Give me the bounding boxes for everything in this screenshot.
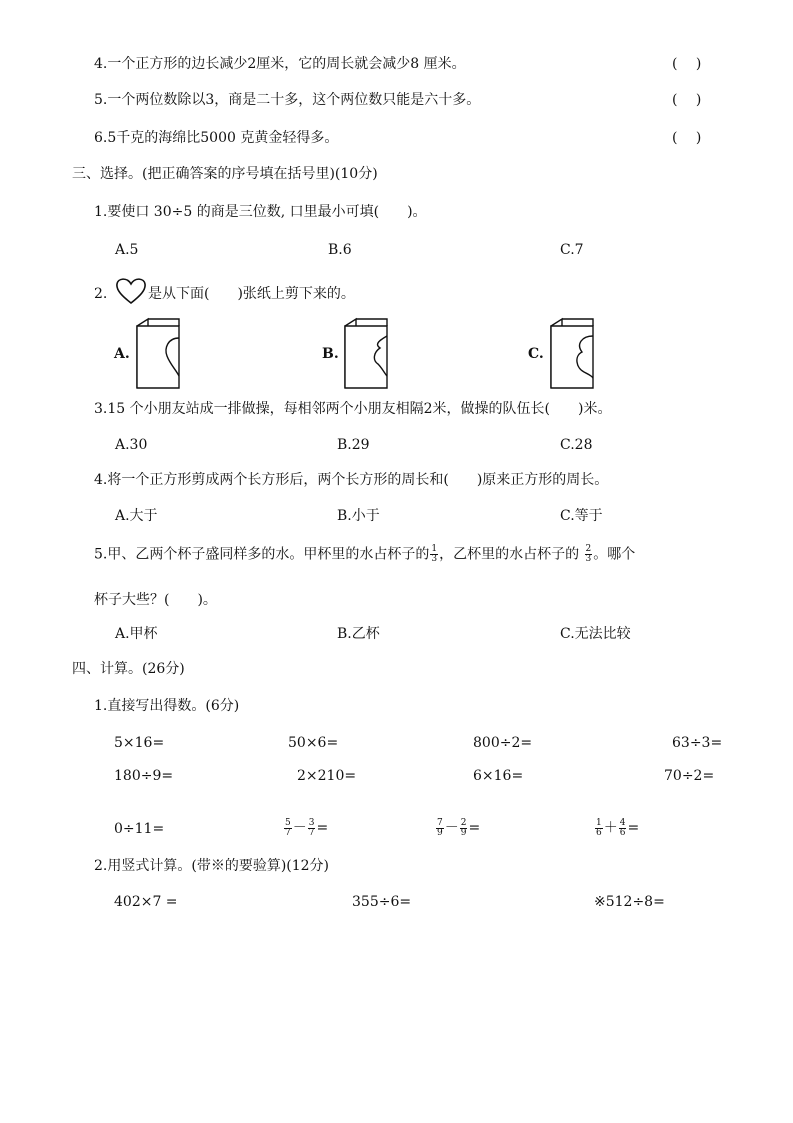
folded-paper-a-icon [132,316,184,390]
choice-q2-number: 2. [94,286,108,302]
vertical-calc-item: ※512÷8= [594,894,665,910]
choice-q5-stem-part2: ，乙杯里的水占杯子的 [439,546,580,563]
choice-q4-option-b: B.小于 [337,508,380,524]
calc-item: 63÷3= [672,735,723,751]
calc-sub2-title: 2.用竖式计算。(带※的要验算)(12分) [94,858,330,874]
section4-title: 四、计算。(26分) [72,661,185,677]
calc-item: 50×6= [288,735,339,751]
choice-q2-option-b-label: B. [322,346,339,362]
vertical-calc-item: 402×7 = [114,894,178,910]
judge-q4-answer-paren[interactable]: ( ) [672,56,702,72]
judge-q6-answer-paren[interactable]: ( ) [672,130,702,146]
calc-item: 2×210= [297,768,357,784]
folded-paper-c-icon [546,316,598,390]
vertical-calc-item: 355÷6= [352,894,412,910]
fraction-two-thirds: $\frac{2}{3}$ [585,544,592,564]
calc-item: 70÷2= [664,768,715,784]
choice-q1-option-b: B.6 [328,242,352,258]
choice-q2-option-c-label: C. [528,346,544,362]
choice-q5-stem-line2: 杯子大些？( )。 [94,592,217,608]
judge-q5-text: 5.一个两位数除以3，商是二十多，这个两位数只能是六十多。 [94,92,481,108]
judge-q4-text: 4.一个正方形的边长减少2厘米，它的周长就会减少8 厘米。 [94,56,466,72]
calc-item: 800÷2= [473,735,533,751]
choice-q5-stem-part1: 5.甲、乙两个杯子盛同样多的水。甲杯里的水占杯子的 [94,546,430,563]
choice-q1-stem: 1.要使口 30÷5 的商是三位数, 口里最小可填( )。 [94,204,427,220]
folded-paper-b-icon [340,316,392,390]
calc-item: 6×16= [473,768,524,784]
choice-q5-option-a: A.甲杯 [115,626,158,642]
calc-sub1-title: 1.直接写出得数。(6分) [94,698,240,714]
section3-title: 三、选择。(把正确答案的序号填在括号里)(10分) [72,166,378,182]
choice-q3-option-a: A.30 [115,437,148,453]
calc-item: 180÷9= [114,768,174,784]
choice-q5-stem-part3: 。哪个 [593,546,636,563]
choice-q1-option-a: A.5 [115,242,139,258]
calc-fraction-expr-3: $\frac{1}{6}$ ＋ $\frac{4}{6}$ = [596,817,640,838]
choice-q3-option-b: B.29 [337,437,370,453]
calc-item: 0÷11= [114,821,165,837]
choice-q4-option-c: C.等于 [560,508,603,524]
heart-shape-icon [114,276,148,306]
choice-q5-option-b: B.乙杯 [337,626,380,642]
choice-q2-option-a-label: A. [114,346,130,362]
choice-q3-option-c: C.28 [560,437,593,453]
choice-q1-option-c: C.7 [560,242,584,258]
choice-q2-stem: 是从下面( )张纸上剪下来的。 [148,286,355,302]
choice-q5-option-c: C.无法比较 [560,626,631,642]
choice-q5-stem [94,545,635,564]
choice-q4-stem: 4.将一个正方形剪成两个长方形后，两个长方形的周长和( )原来正方形的周长。 [94,472,609,488]
calc-item: 5×16= [114,735,165,751]
calc-fraction-expr-1: $\frac{5}{7}$ － $\frac{3}{7}$ = [285,817,329,838]
judge-q5-answer-paren[interactable]: ( ) [672,92,702,108]
choice-q4-option-a: A.大于 [115,508,158,524]
calc-fraction-expr-2: $\frac{7}{9}$ － $\frac{2}{9}$ = [437,817,481,838]
choice-q3-stem: 3.15 个小朋友站成一排做操，每相邻两个小朋友相隔2米，做操的队伍长( )米。 [94,401,612,417]
fraction-one-third: $\frac{1}{3}$ [431,544,438,564]
judge-q6-text: 6.5千克的海绵比5000 克黄金轻得多。 [94,130,339,146]
